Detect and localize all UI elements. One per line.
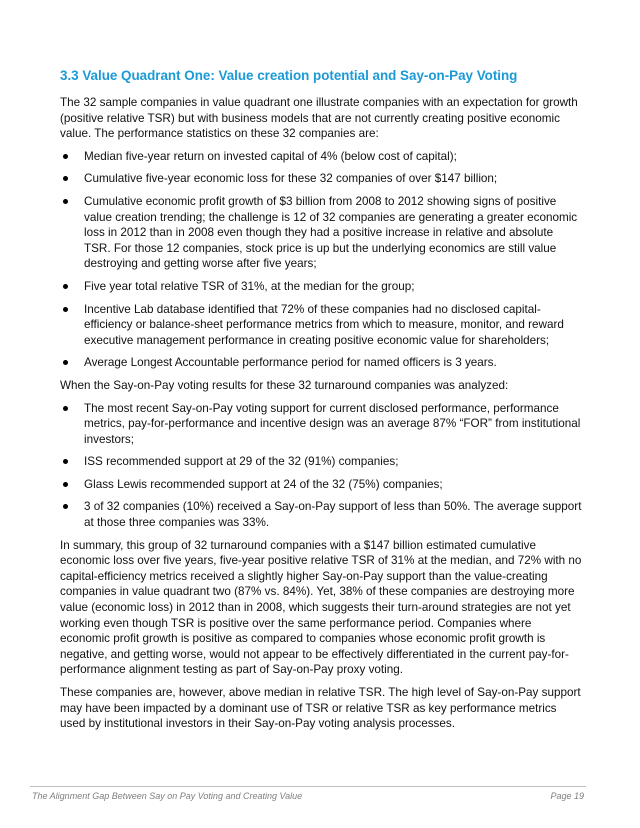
bullet-icon bbox=[63, 360, 68, 365]
bullet-icon bbox=[63, 406, 68, 411]
list-item: ISS recommended support at 29 of the 32 (91%) companies; bbox=[60, 454, 582, 470]
list-item: Median five-year return on invested capital of 4% (below cost of capital); bbox=[60, 149, 582, 165]
list-item: Glass Lewis recommended support at 24 of the 32 (75%) companies; bbox=[60, 477, 582, 493]
footer-page-number: Page 19 bbox=[550, 791, 584, 801]
bullet-icon bbox=[63, 284, 68, 289]
bullet-icon bbox=[63, 459, 68, 464]
bullet-icon bbox=[63, 176, 68, 181]
list-item: Incentive Lab database identified that 72% of these companies had no disclosed capital-efficiency or balance-sheet performance metrics from which to measure, monitor, and reward executive management performance in creating positive economic value for shareholders; bbox=[60, 302, 582, 349]
footer-document-title: The Alignment Gap Between Say on Pay Voting and Creating Value bbox=[32, 791, 303, 801]
list-item: Average Longest Accountable performance period for named officers is 3 years. bbox=[60, 355, 582, 371]
list-item: Five year total relative TSR of 31%, at the median for the group; bbox=[60, 279, 582, 295]
list-item: Cumulative economic profit growth of $3 billion from 2008 to 2012 showing signs of positive value creation trending; the challenge is 12 of 32 companies are generating a greater economic loss in 2012 than in 2008 even though they had a positive increase in relative and absolute TSR. For those 12 companies, stock price is up but the underlying economics are still value destroying and getting worse after five years; bbox=[60, 194, 582, 272]
bullet-icon bbox=[63, 482, 68, 487]
summary-paragraph: In summary, this group of 32 turnaround companies with a $147 billion estimated cumulative economic loss over five years, five-year positive relative TSR of 31% at the median, and 72% with no capital-efficiency metrics received a slightly higher Say-on-Pay support than the value-creating companies in value quadrant two (87% vs. 84%). Yet, 38% of these companies are destroying more value (economic loss) in 2012 than in 2008, which suggests their turn-around strategies are not yet working even though TSR is positive over the same performance period. Companies where economic profit growth is positive as compared to companies whose economic profit growth is negative, and getting worse, would not appear to be effectively differentiated in the current pay-for-performance alignment testing as part of Say-on-Pay proxy voting. bbox=[60, 538, 582, 677]
bullet-icon bbox=[63, 307, 68, 312]
bullet-icon bbox=[63, 154, 68, 159]
section-heading: 3.3 Value Quadrant One: Value creation potential and Say-on-Pay Voting bbox=[60, 68, 518, 83]
voting-list bbox=[60, 401, 582, 531]
bullet-icon bbox=[63, 504, 68, 509]
stats-list bbox=[60, 149, 582, 371]
document-page bbox=[60, 68, 582, 739]
list-item: Cumulative five-year economic loss for these 32 companies of over $147 billion; bbox=[60, 171, 582, 187]
footer-divider bbox=[30, 786, 586, 787]
voting-intro-paragraph: When the Say-on-Pay voting results for these 32 turnaround companies was analyzed: bbox=[60, 378, 509, 392]
list-item: 3 of 32 companies (10%) received a Say-on-Pay support of less than 50%. The average support at those three companies was 33%. bbox=[60, 499, 582, 530]
bullet-icon bbox=[63, 199, 68, 204]
list-item: The most recent Say-on-Pay voting support for current disclosed performance, performance metrics, pay-for-performance and incentive design was an average 87% “FOR” from institutional investors; bbox=[60, 401, 582, 448]
closing-paragraph: These companies are, however, above median in relative TSR. The high level of Say-on-Pay support may have been impacted by a dominant use of TSR or relative TSR as key performance metrics used by institutional investors in their Say-on-Pay voting analysis processes. bbox=[60, 686, 581, 731]
intro-paragraph: The 32 sample companies in value quadrant one illustrate companies with an expectation for growth (positive relative TSR) but with business models that are not currently creating positive economic value. The performance statistics on these 32 companies are: bbox=[60, 96, 578, 141]
